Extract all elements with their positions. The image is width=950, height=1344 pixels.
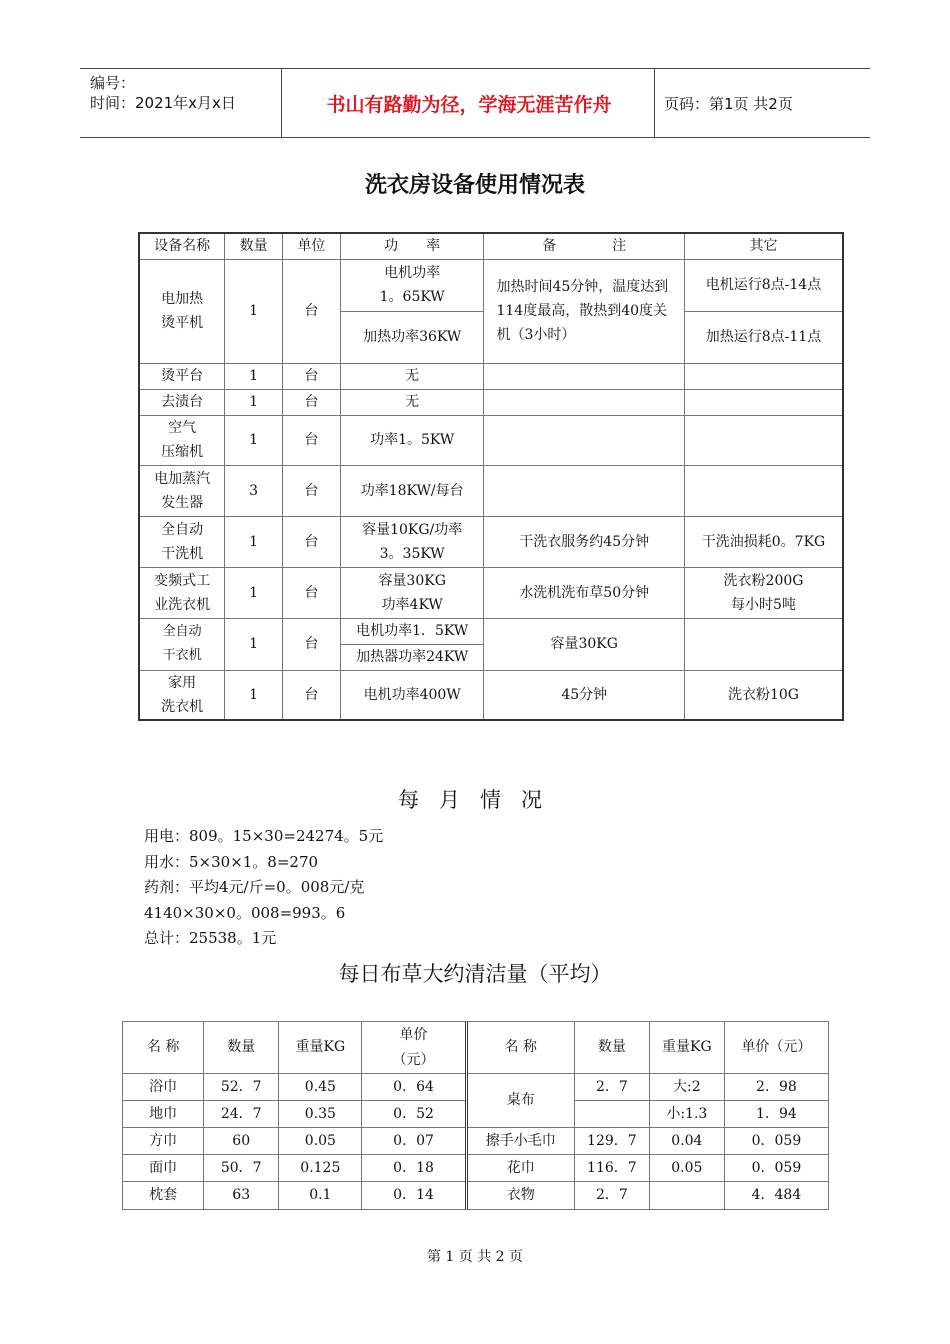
equipment-power: 电机功率 1。65KW	[340, 259, 484, 311]
linen-price: 0．52	[362, 1101, 466, 1128]
equipment-other	[684, 465, 843, 516]
header-cell: 功 率	[340, 233, 484, 259]
equipment-unit: 台	[283, 415, 341, 465]
equipment-qty: 1	[225, 363, 283, 389]
linen-name: 地巾	[123, 1101, 204, 1128]
equipment-qty: 3	[225, 465, 283, 516]
linen-weight: 0.45	[279, 1074, 362, 1101]
linen-price: 0．07	[362, 1128, 466, 1155]
equipment-name: 烫平台	[139, 363, 225, 389]
equipment-power: 容量30KG 功率4KW	[340, 567, 484, 618]
code-label: 编号：	[90, 74, 136, 92]
linen-qty: 2．7	[574, 1074, 649, 1101]
equipment-power: 加热功率36KW	[340, 311, 484, 363]
header-cell: 数量	[574, 1022, 649, 1074]
equipment-note: 加热时间45分钟，温度达到114度最高，散热到40度关机（3小时）	[484, 259, 684, 363]
table-row	[139, 465, 843, 516]
table-row	[139, 618, 843, 644]
table-row	[139, 415, 843, 465]
linen-price: 4．484	[724, 1182, 828, 1210]
linen-qty: 2．7	[574, 1182, 649, 1210]
linen-name: 枕套	[123, 1182, 204, 1210]
header-cell: 名 称	[123, 1022, 204, 1074]
equipment-power: 电机功率400W	[340, 670, 484, 720]
equipment-note	[484, 389, 684, 415]
monthly-line: 用电：809。15×30=24274。5元	[144, 827, 384, 845]
monthly-title: 每月情况	[398, 788, 562, 812]
table-row	[139, 670, 843, 720]
linen-qty	[574, 1101, 649, 1128]
linen-name: 擦手小毛巾	[466, 1128, 574, 1155]
header-cell: 重量KG	[649, 1022, 724, 1074]
table-row	[139, 389, 843, 415]
monthly-lines	[144, 824, 383, 952]
linen-qty: 116．7	[574, 1155, 649, 1182]
equipment-unit: 台	[283, 618, 341, 670]
equipment-other: 加热运行8点-11点	[684, 311, 843, 363]
equipment-unit: 台	[283, 363, 341, 389]
equipment-qty: 1	[225, 415, 283, 465]
header-cell: 设备名称	[139, 233, 225, 259]
equipment-other: 电机运行8点-14点	[684, 259, 843, 311]
equipment-other: 洗衣粉200G 每小时5吨	[684, 567, 843, 618]
equipment-power: 无	[340, 389, 484, 415]
table-row	[139, 516, 843, 567]
equipment-note: 容量30KG	[484, 618, 684, 670]
equipment-note	[484, 415, 684, 465]
page-footer: 第 1 页 共 2 页	[426, 1249, 524, 1265]
equipment-title: 洗衣房设备使用情况表	[364, 173, 585, 198]
equipment-name: 电加蒸汽 发生器	[139, 465, 225, 516]
linen-qty: 52．7	[204, 1074, 279, 1101]
linen-name: 浴巾	[123, 1074, 204, 1101]
table-header-row	[139, 233, 843, 259]
header-cell: 数量	[225, 233, 283, 259]
linen-price: 1．94	[724, 1101, 828, 1128]
equipment-name: 全自动 干衣机	[139, 618, 225, 670]
equipment-note: 水洗机洗布草50分钟	[484, 567, 684, 618]
equipment-note	[484, 465, 684, 516]
equipment-note	[484, 363, 684, 389]
header-cell: 名 称	[466, 1022, 574, 1074]
linen-weight: 0.125	[279, 1155, 362, 1182]
monthly-line: 药剂：平均4元/斤=0。008元/克	[144, 878, 365, 896]
table-row	[139, 567, 843, 618]
header-page-info: 页码：第1页 共2页	[664, 95, 793, 113]
linen-weight: 大:2	[649, 1074, 724, 1101]
linen-weight	[649, 1182, 724, 1210]
linen-name: 衣物	[466, 1182, 574, 1210]
table-row	[123, 1074, 829, 1101]
equipment-other: 洗衣粉10G	[684, 670, 843, 720]
header-cell: 其它	[684, 233, 843, 259]
page-header	[80, 68, 870, 138]
linen-qty: 24．7	[204, 1101, 279, 1128]
linen-price: 0．18	[362, 1155, 466, 1182]
linen-weight: 0.1	[279, 1182, 362, 1210]
equipment-power: 无	[340, 363, 484, 389]
header-cell: 单位	[283, 233, 341, 259]
linen-price: 0．059	[724, 1155, 828, 1182]
linen-table	[122, 1021, 829, 1210]
equipment-name: 全自动 干洗机	[139, 516, 225, 567]
linen-weight: 0.04	[649, 1128, 724, 1155]
monthly-line: 用水：5×30×1。8=270	[144, 852, 319, 871]
monthly-line: 4140×30×0。008=993。6	[144, 903, 346, 922]
linen-weight: 0.35	[279, 1101, 362, 1128]
equipment-unit: 台	[283, 670, 341, 720]
linen-price: 0．059	[724, 1128, 828, 1155]
equipment-other	[684, 363, 843, 389]
monthly-line: 总计：25538。1元	[144, 929, 277, 947]
linen-weight: 小:1.3	[649, 1101, 724, 1128]
header-cell: 单价（元）	[724, 1022, 828, 1074]
linen-price: 2．98	[724, 1074, 828, 1101]
linen-name: 花巾	[466, 1155, 574, 1182]
linen-name: 桌布	[466, 1074, 574, 1128]
linen-price: 0．14	[362, 1182, 466, 1210]
table-row	[123, 1155, 829, 1182]
equipment-qty: 1	[225, 670, 283, 720]
linen-qty: 60	[204, 1128, 279, 1155]
linen-qty: 129．7	[574, 1128, 649, 1155]
equipment-other	[684, 415, 843, 465]
equipment-unit: 台	[283, 465, 341, 516]
equipment-note: 45分钟	[484, 670, 684, 720]
equipment-unit: 台	[283, 516, 341, 567]
header-cell: 备 注	[484, 233, 684, 259]
equipment-qty: 1	[225, 567, 283, 618]
equipment-name: 家用 洗衣机	[139, 670, 225, 720]
equipment-power: 功率1。5KW	[340, 415, 484, 465]
table-row	[139, 259, 843, 311]
header-meta	[90, 73, 236, 113]
equipment-name: 电加热 烫平机	[139, 259, 225, 363]
header-divider	[654, 69, 655, 137]
equipment-qty: 1	[225, 618, 283, 670]
equipment-qty: 1	[225, 259, 283, 363]
linen-price: 0．64	[362, 1074, 466, 1101]
header-cell: 重量KG	[279, 1022, 362, 1074]
equipment-name: 空气 压缩机	[139, 415, 225, 465]
linen-qty: 63	[204, 1182, 279, 1210]
equipment-other: 干洗油损耗0。7KG	[684, 516, 843, 567]
equipment-qty: 1	[225, 389, 283, 415]
header-cell: 单价 （元）	[362, 1022, 466, 1074]
linen-weight: 0.05	[649, 1155, 724, 1182]
equipment-unit: 台	[283, 567, 341, 618]
header-motto: 书山有路勤为径，学海无涯苦作舟	[326, 93, 612, 116]
equipment-power: 电机功率1．5KW	[340, 618, 484, 644]
equipment-power: 加热器功率24KW	[340, 644, 484, 670]
table-row	[139, 363, 843, 389]
linen-name: 面巾	[123, 1155, 204, 1182]
equipment-unit: 台	[283, 389, 341, 415]
table-row	[123, 1182, 829, 1210]
linen-weight: 0.05	[279, 1128, 362, 1155]
equipment-note: 干洗衣服务约45分钟	[484, 516, 684, 567]
linen-title: 每日布草大约清洁量（平均）	[338, 962, 612, 986]
equipment-unit: 台	[283, 259, 341, 363]
equipment-other	[684, 389, 843, 415]
equipment-other	[684, 618, 843, 670]
date-label: 时间：2021年x月x日	[90, 94, 236, 112]
equipment-name: 去渍台	[139, 389, 225, 415]
equipment-power: 容量10KG/功率 3。35KW	[340, 516, 484, 567]
linen-qty: 50．7	[204, 1155, 279, 1182]
equipment-name: 变频式工 业洗衣机	[139, 567, 225, 618]
table-header-row	[123, 1022, 829, 1074]
table-row	[123, 1128, 829, 1155]
equipment-table	[138, 232, 844, 721]
linen-name: 方巾	[123, 1128, 204, 1155]
header-cell: 数量	[204, 1022, 279, 1074]
header-divider	[281, 69, 282, 137]
equipment-qty: 1	[225, 516, 283, 567]
equipment-power: 功率18KW/每台	[340, 465, 484, 516]
